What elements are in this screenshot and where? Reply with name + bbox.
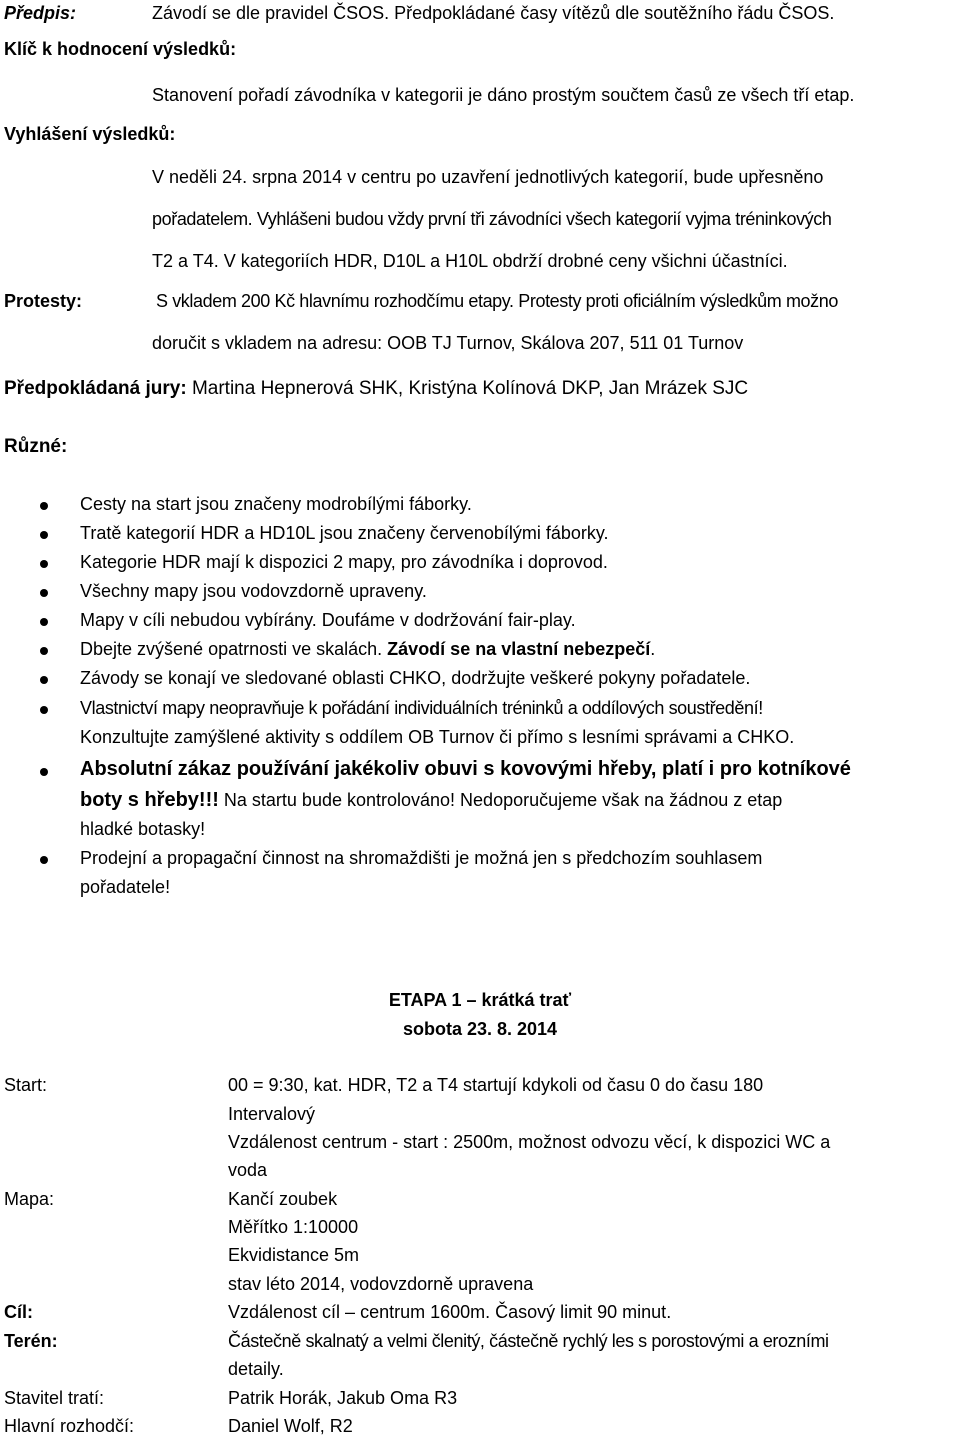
jury-row — [4, 378, 748, 400]
klic-text: Stanovení pořadí závodníka v kategorii je dáno prostým součtem časů ze všech tří etap. — [152, 85, 855, 105]
list-item-text: Dbejte zvýšené opatrnosti ve skalách. — [80, 639, 388, 659]
mapa-line-4: stav léto 2014, vodovzdorně upravena — [228, 1274, 534, 1294]
list-item-continued: Konzultujte zamýšlené aktivity s oddílem OB Turnov či přímo s lesními správami a CHKO. — [80, 727, 795, 747]
protesty-label: Protesty: — [4, 291, 83, 311]
teren-label: Terén: — [4, 1331, 58, 1351]
list-item-warning: Závodí se na vlastní nebezpečí — [387, 639, 651, 659]
mapa-line-3: Ekvidistance 5m — [228, 1245, 360, 1265]
start-line-2: Intervalový — [228, 1104, 316, 1124]
klic-label: Klíč k hodnocení výsledků: — [4, 39, 237, 59]
rozhodci-text: Daniel Wolf, R2 — [228, 1416, 353, 1436]
list-item: Prodejní a propagační činnost na shromaždišti je možná jen s předchozím souhlasem — [80, 848, 763, 868]
protesty-line-2: doručit s vkladem na adresu: OOB TJ Turnov, Skálova 207, 511 01 Turnov — [152, 333, 744, 353]
bullet-dot — [40, 618, 48, 626]
list-item-continued: hladké botasky! — [80, 819, 206, 839]
teren-line-2: detaily. — [228, 1359, 284, 1379]
list-item: Všechny mapy jsou vodovzdorně upraveny. — [80, 581, 427, 601]
vyhlaseni-line-1: V neděli 24. srpna 2014 v centru po uzavření jednotlivých kategorií, bude upřesněno — [152, 167, 824, 187]
predpis-label: Předpis: — [4, 3, 77, 23]
list-item-bold: boty s hřeby!!! — [80, 789, 219, 811]
bullet-dot — [40, 676, 48, 684]
bullet-dot — [40, 856, 48, 864]
list-item-text: . — [650, 639, 656, 659]
list-item-continued — [80, 789, 782, 812]
stavitel-label: Stavitel tratí: — [4, 1388, 105, 1408]
teren-line-1: Částečně skalnatý a velmi členitý, částečně rychlý les s porostovými a erozními — [228, 1331, 829, 1351]
etapa-date: sobota 23. 8. 2014 — [402, 1019, 558, 1039]
mapa-line-2: Měřítko 1:10000 — [228, 1217, 359, 1237]
start-line-1: 00 = 9:30, kat. HDR, T2 a T4 startují kdykoli od času 0 do času 180 — [228, 1075, 764, 1095]
vyhlaseni-line-2: pořadatelem. Vyhlášeni budou vždy první tři závodníci všech kategorií vyjma tréninkových — [152, 209, 832, 229]
start-line-3: Vzdálenost centrum - start : 2500m, možnost odvozu věcí, k dispozici WC a — [228, 1132, 831, 1152]
start-line-4: voda — [228, 1160, 268, 1180]
vyhlaseni-line-3: T2 a T4. V kategoriích HDR, D10L a H10L obdrží drobné ceny všichni účastníci. — [152, 251, 788, 271]
start-label: Start: — [4, 1075, 48, 1095]
mapa-label: Mapa: — [4, 1189, 55, 1209]
bullet-dot — [40, 768, 48, 776]
bullet-dot — [40, 502, 48, 510]
bullet-dot — [40, 589, 48, 597]
list-item: Závody se konají ve sledované oblasti CHKO, dodržujte veškeré pokyny pořadatele. — [80, 668, 751, 688]
cil-label: Cíl: — [4, 1302, 33, 1322]
list-item: Cesty na start jsou značeny modrobílými fáborky. — [80, 494, 472, 514]
stavitel-text: Patrik Horák, Jakub Oma R3 — [228, 1388, 458, 1408]
list-item-bold: Absolutní zákaz používání jakékoliv obuvi s kovovými hřeby, platí i pro kotníkové — [80, 758, 851, 780]
list-item-text: Na startu bude kontrolováno! Nedoporučujeme však na žádnou z etap — [218, 790, 783, 810]
vyhlaseni-label: Vyhlášení výsledků: — [4, 124, 176, 144]
list-item-continued: pořadatele! — [80, 877, 171, 897]
ruzne-label: Různé: — [4, 436, 68, 457]
predpis-text: Závodí se dle pravidel ČSOS. Předpokládané časy vítězů dle soutěžního řádu ČSOS. — [152, 3, 835, 23]
list-item — [80, 639, 655, 660]
rozhodci-label: Hlavní rozhodčí: — [4, 1416, 135, 1436]
jury-label: Předpokládaná jury: — [4, 378, 187, 399]
list-item: Vlastnictví mapy neopravňuje k pořádání individuálních tréninků a oddílových soustředění! — [80, 698, 763, 718]
bullet-dot — [40, 531, 48, 539]
bullet-dot — [40, 647, 48, 655]
bullet-dot — [40, 706, 48, 714]
mapa-line-1: Kančí zoubek — [228, 1189, 338, 1209]
list-item: Kategorie HDR mají k dispozici 2 mapy, pro závodníka i doprovod. — [80, 552, 608, 572]
etapa-title: ETAPA 1 – krátká trať — [388, 990, 572, 1010]
list-item: Tratě kategorií HDR a HD10L jsou značeny červenobílými fáborky. — [80, 523, 609, 543]
jury-text: Martina Hepnerová SHK, Kristýna Kolínová DKP, Jan Mrázek SJC — [191, 378, 749, 399]
bullet-dot — [40, 560, 48, 568]
list-item: Mapy v cíli nebudou vybírány. Doufáme v dodržování fair-play. — [80, 610, 576, 630]
protesty-line-1: S vkladem 200 Kč hlavnímu rozhodčímu etapy. Protesty proti oficiálním výsledkům možno — [156, 291, 838, 311]
cil-text: Vzdálenost cíl – centrum 1600m. Časový limit 90 minut. — [228, 1302, 672, 1322]
